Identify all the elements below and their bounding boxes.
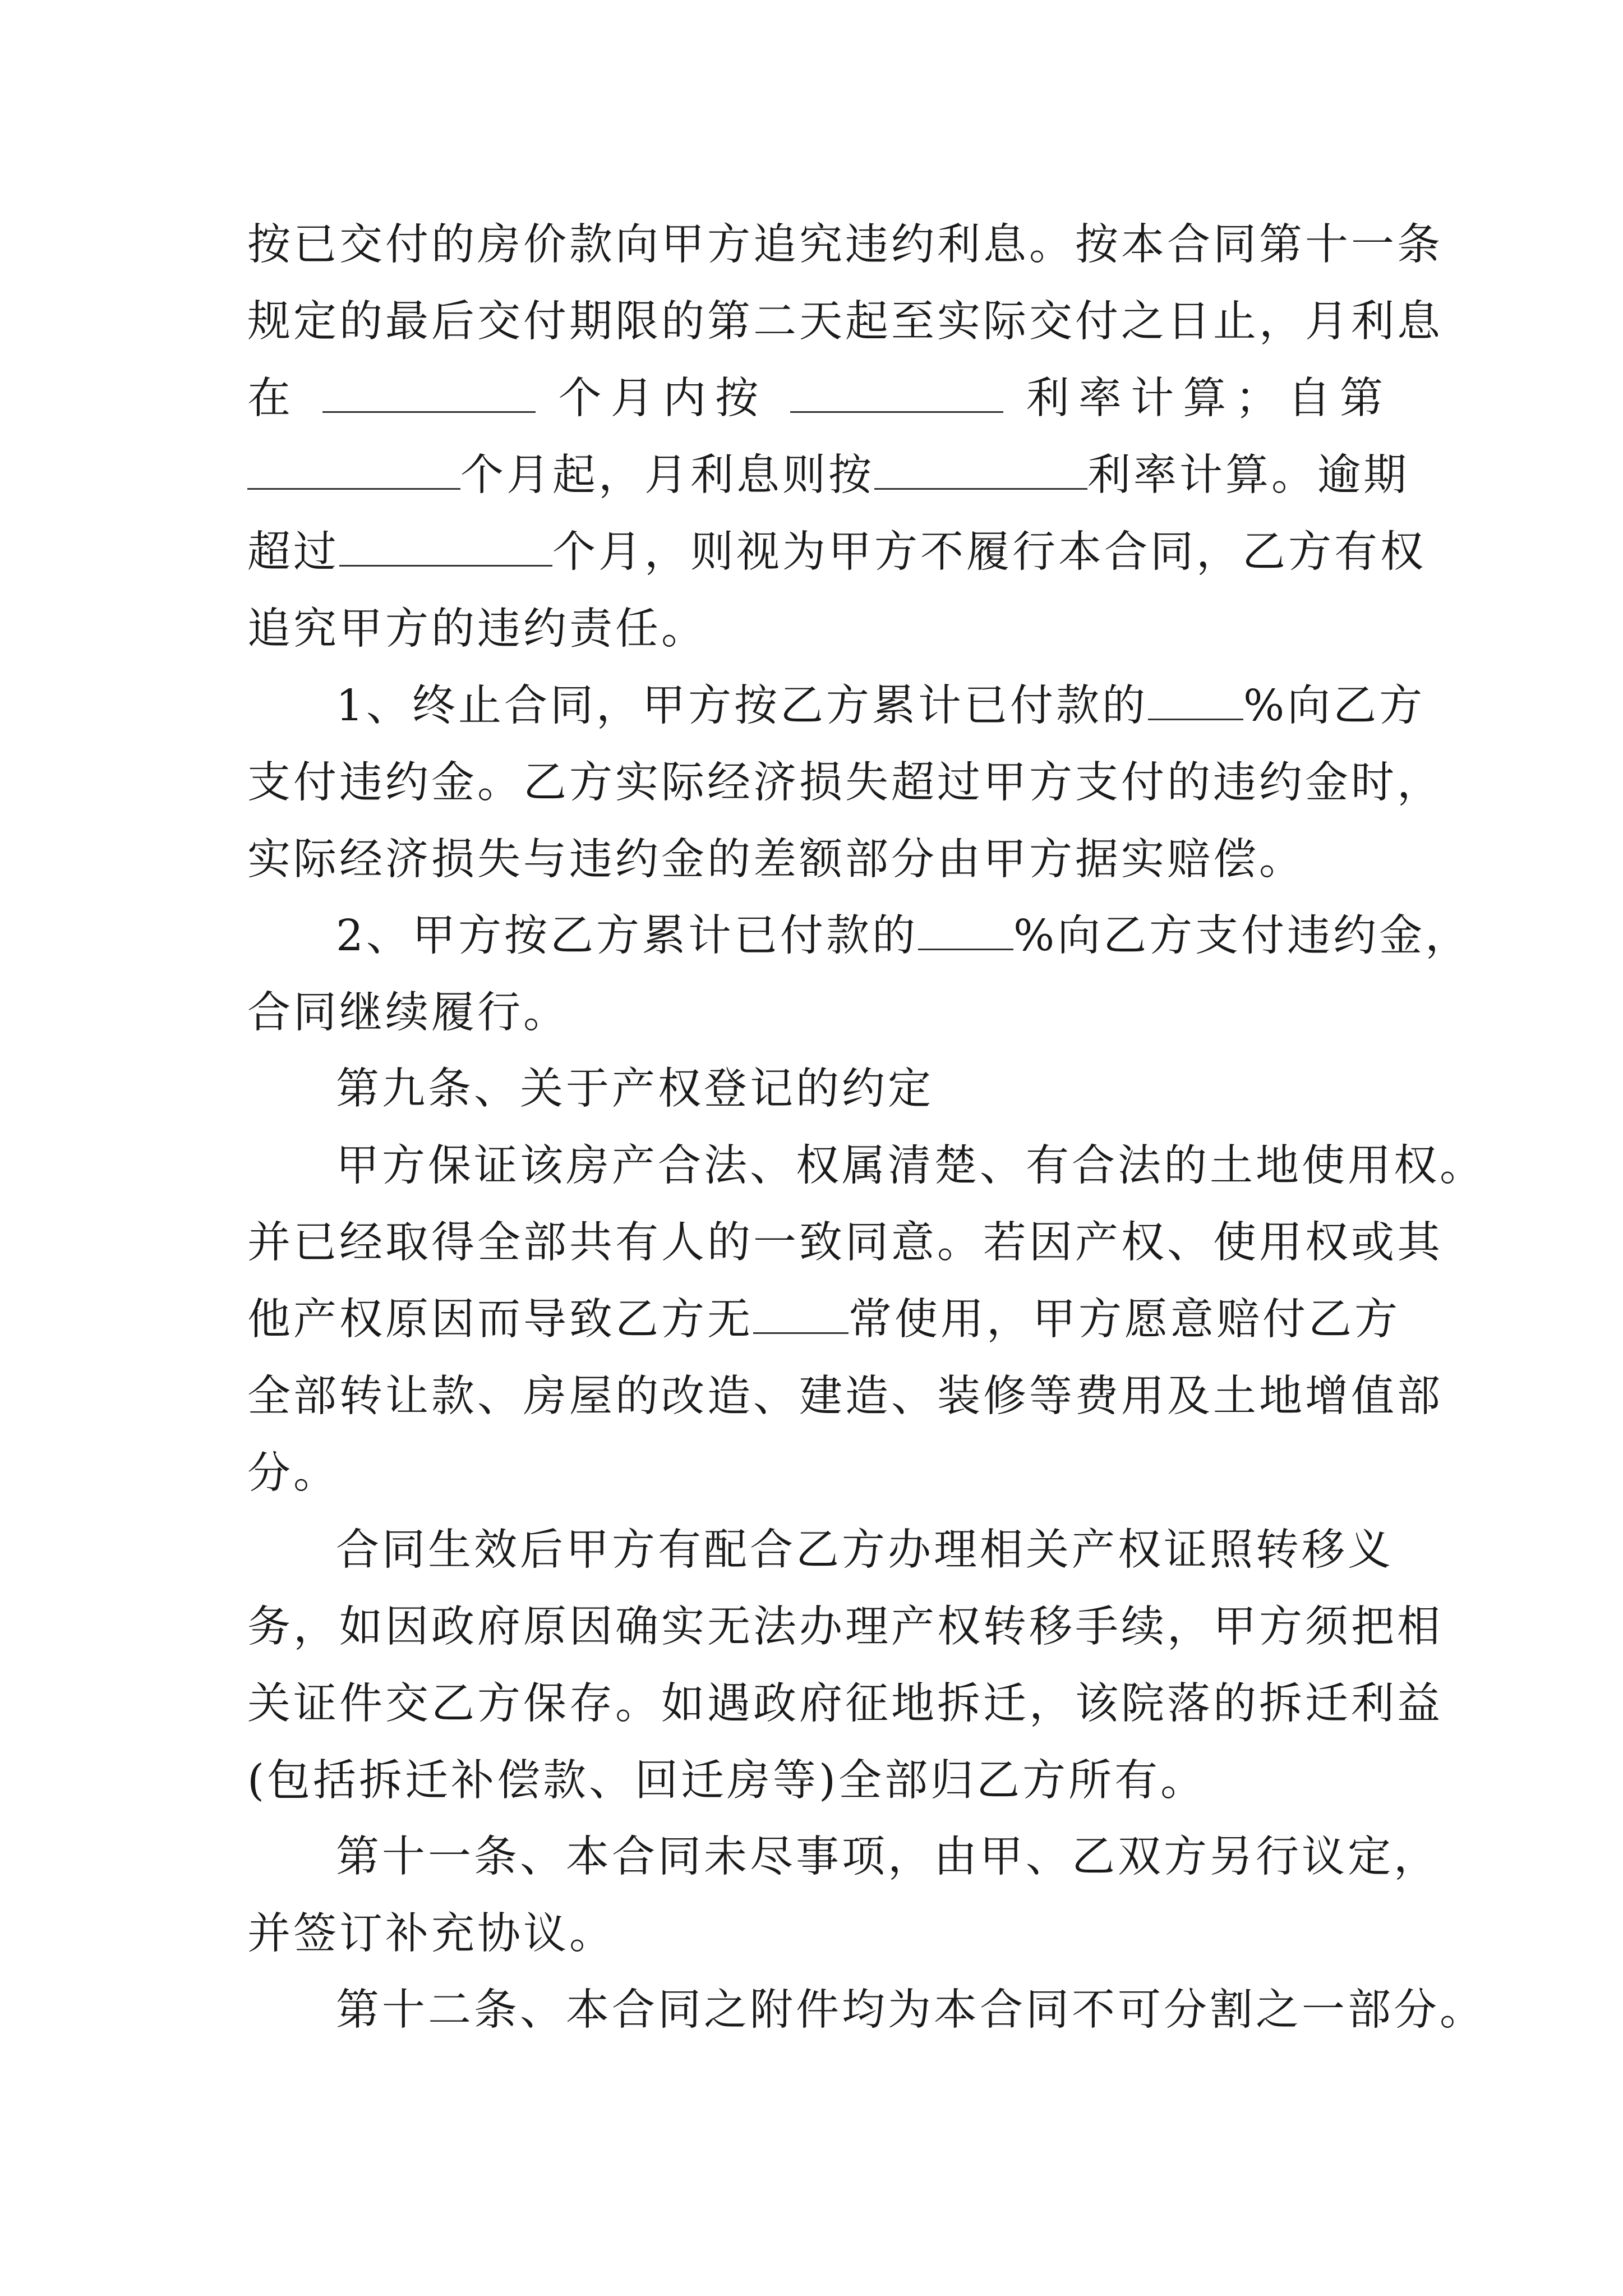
text-line: (包括拆迁补偿款、回迁房等)全部归乙方所有。 xyxy=(247,1756,1207,1806)
text-line: 2、甲方按乙方累计已付款的 %向乙方支付违约金， xyxy=(336,911,1472,961)
blank-field xyxy=(247,455,460,490)
text-line: 支付违约金。乙方实际经济损失超过甲方支付的违约金时， xyxy=(247,758,1443,808)
text-line: 个月起，月利息则按 利率计算。逾期 xyxy=(247,437,1386,514)
blank-field xyxy=(753,1300,849,1334)
text-line: 按已交付的房价款向甲方追究违约利息。按本合同第十一条 xyxy=(247,220,1443,270)
section-heading-article-9 xyxy=(247,1051,1386,1128)
text-line: 合同继续履行。 xyxy=(247,988,569,1038)
text-line: 第十二条、本合同之附件均为本合同不可分割之一部分。 xyxy=(336,1985,1486,2035)
paragraph-ownership-guarantee xyxy=(247,1128,1486,1512)
blank-field xyxy=(322,379,536,413)
text-line: 关证件交乙方保存。如遇政府征地拆迁，该院落的拆迁利益 xyxy=(247,1679,1443,1729)
paragraph-clause-2 xyxy=(247,898,1472,1051)
text-line: 1、终止合同，甲方按乙方累计已付款的 %向乙方 xyxy=(336,681,1426,731)
paragraph-penalty-interest xyxy=(247,206,1443,668)
text-line: 分。 xyxy=(247,1448,339,1498)
text-line: 第九条、关于产权登记的约定 xyxy=(336,1064,934,1114)
text-line: 超过 个月，则视为甲方不履行本合同，乙方有权 xyxy=(247,527,1426,577)
blank-field xyxy=(918,916,1013,950)
paragraph-title-transfer xyxy=(247,1512,1443,1819)
text-line: 合同生效后甲方有配合乙方办理相关产权证照转移义 xyxy=(336,1525,1394,1575)
text-line: 实际经济损失与违约金的差额部分由甲方据实赔偿。 xyxy=(247,835,1305,885)
paragraph-article-12 xyxy=(247,1972,1486,2049)
blank-field xyxy=(1148,686,1243,720)
text-line: 务，如因政府原因确实无法办理产权转移手续，甲方须把相 xyxy=(247,1602,1443,1652)
paragraph-clause-1 xyxy=(247,668,1443,898)
text-line: 规定的最后交付期限的第二天起至实际交付之日止，月利息 xyxy=(247,297,1443,347)
text-line: 追究甲方的违约责任。 xyxy=(247,604,707,654)
paragraph-article-11 xyxy=(247,1819,1440,1972)
blank-field xyxy=(339,532,552,567)
blank-field xyxy=(790,379,1003,413)
text-line: 甲方保证该房产合法、权属清楚、有合法的土地使用权。 xyxy=(336,1141,1486,1191)
text-line: 在 个月内按 利率计算；自第 xyxy=(247,374,1386,424)
text-line: 全部转让款、房屋的改造、建造、装修等费用及土地增值部 xyxy=(247,1372,1443,1421)
text-line: 他产权原因而导致乙方无 常使用，甲方愿意赔付乙方 xyxy=(247,1295,1400,1345)
blank-field xyxy=(874,455,1087,490)
text-line: 第十一条、本合同未尽事项，由甲、乙双方另行议定， xyxy=(336,1832,1440,1882)
text-line: 并已经取得全部共有人的一致同意。若因产权、使用权或其 xyxy=(247,1218,1443,1268)
text-line: 并签订补充协议。 xyxy=(247,1909,615,1959)
